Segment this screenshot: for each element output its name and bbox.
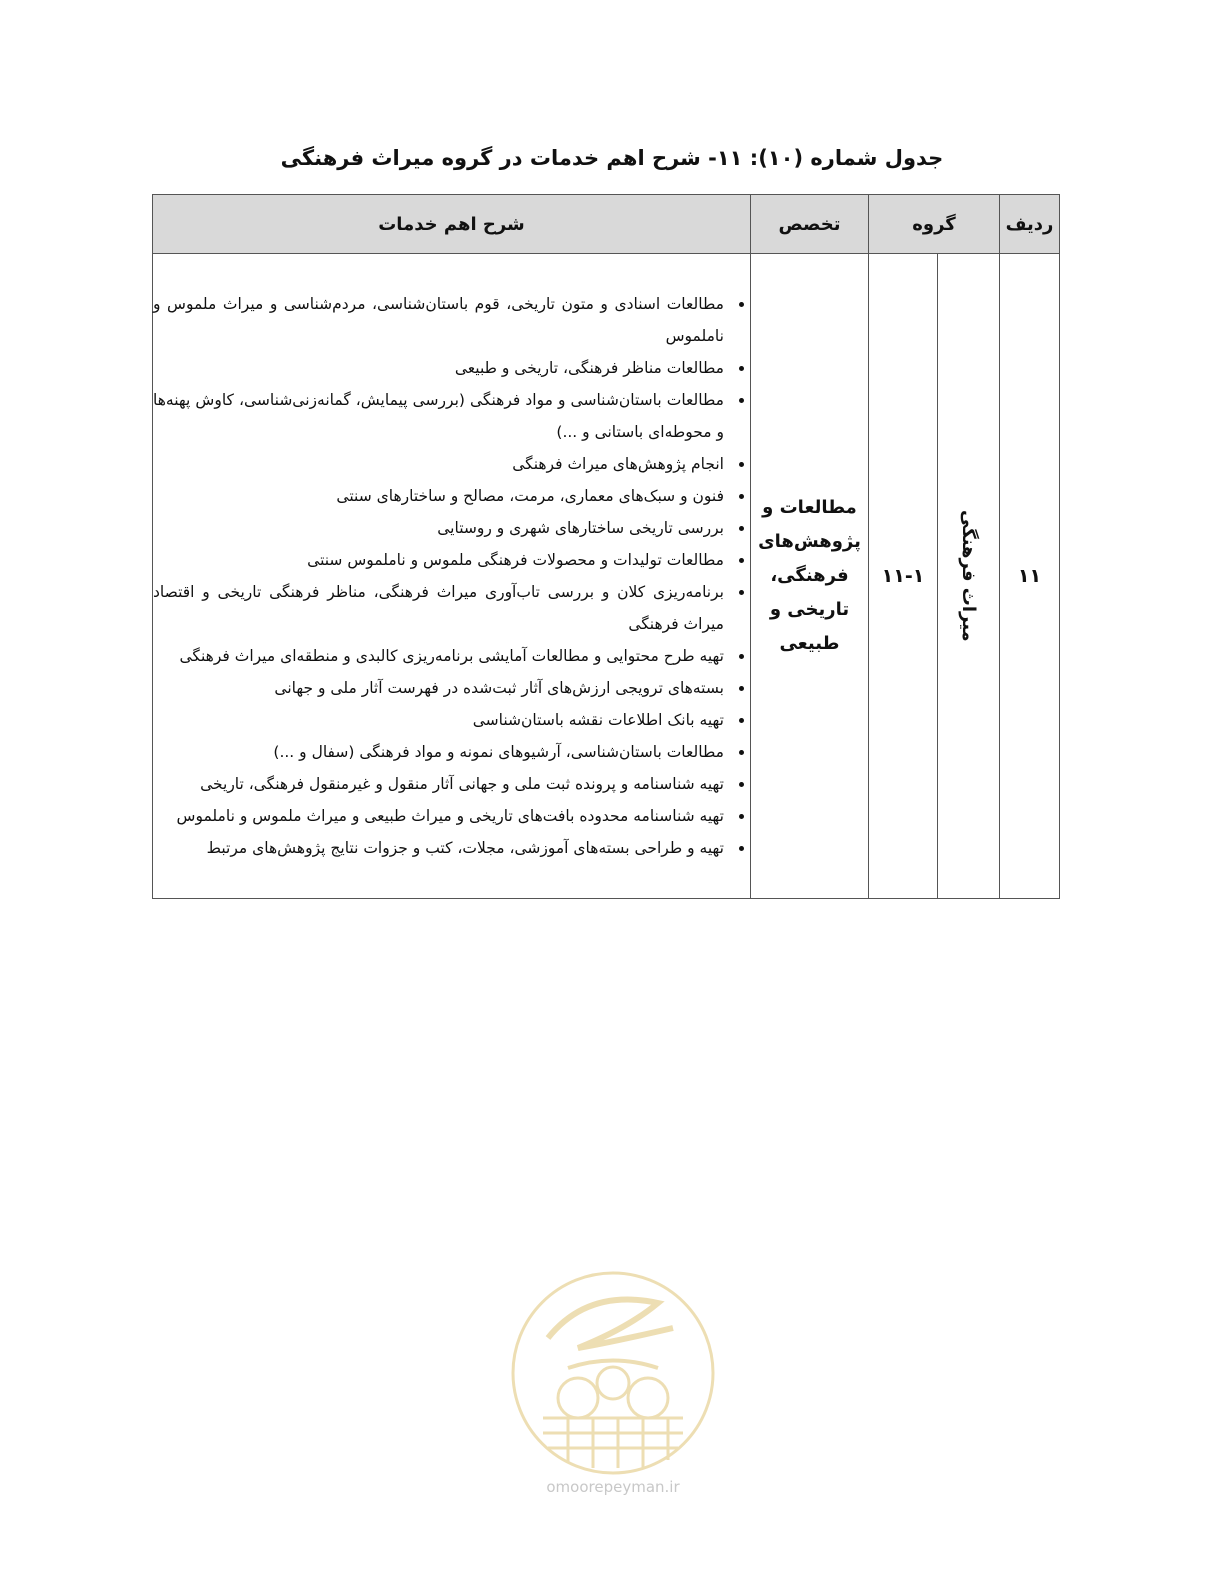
page-title: جدول شماره (۱۰): ۱۱- شرح اهم خدمات در گروه میراث فرهنگی	[280, 146, 944, 170]
row-number: ۱۱	[1017, 565, 1042, 587]
group-code: ۱۱-۱	[881, 565, 925, 587]
list-item: • بررسی تاریخی ساختارهای شهری و روستایی	[153, 512, 728, 544]
table-header-row	[153, 195, 1060, 254]
services-cell	[153, 254, 751, 899]
list-item: • مطالعات تولیدات و محصولات فرهنگی ملموس و ناملموس سنتی	[153, 544, 728, 576]
specialty-cell	[750, 254, 868, 899]
list-item: • تهیه شناسنامه محدوده بافت‌های تاریخی و میراث طبیعی و میراث ملموس و ناملموس	[153, 800, 728, 832]
list-item: • تهیه بانک اطلاعات نقشه باستان‌شناسی	[153, 704, 728, 736]
list-item: • مطالعات اسنادی و متون تاریخی، قوم باستان‌شناسی، مردم‌شناسی و میراث ملموس و ناملموس	[153, 288, 728, 352]
list-item: • تهیه طرح محتوایی و مطالعات آمایشی برنامه‌ریزی کالبدی و منطقه‌ای میراث فرهنگی	[153, 640, 728, 672]
header-services: شرح اهم خدمات	[153, 195, 751, 254]
group-name-cell	[938, 254, 1000, 899]
list-item: • تهیه شناسنامه و پرونده ثبت ملی و جهانی آثار منقول و غیرمنقول فرهنگی، تاریخی	[153, 768, 728, 800]
group-code-cell	[868, 254, 937, 899]
list-item: • انجام پژوهش‌های میراث فرهنگی	[153, 448, 728, 480]
services-list	[153, 288, 750, 864]
group-name: میراث فرهنگی	[958, 510, 979, 642]
table-row	[153, 254, 1060, 899]
watermark-logo-icon	[508, 1268, 718, 1478]
list-item: • برنامه‌ریزی کلان و بررسی تاب‌آوری میراث فرهنگی، مناظر فرهنگی تاریخی و اقتصاد میراث فرهنگی	[153, 576, 728, 640]
list-item: • فنون و سبک‌های معماری، مرمت، مصالح و ساختارهای سنتی	[153, 480, 728, 512]
list-item: • مطالعات باستان‌شناسی و مواد فرهنگی (بررسی پیمایش، گمانه‌زنی‌شناسی، کاوش پهنه‌ها و محوطه‌ای باستانی و ...)	[153, 384, 728, 448]
list-item: • مطالعات مناظر فرهنگی، تاریخی و طبیعی	[153, 352, 728, 384]
watermark-url: omoorepeyman.ir	[546, 1478, 680, 1496]
list-item: • مطالعات باستان‌شناسی، آرشیوهای نمونه و مواد فرهنگی (سفال و ...)	[153, 736, 728, 768]
header-group: گروه	[868, 195, 999, 254]
specialty-label: مطالعات و پژوهش‌های فرهنگی، تاریخی و طبیعی	[758, 497, 861, 654]
header-specialty: تخصص	[750, 195, 868, 254]
header-row-number: ردیف	[1000, 195, 1060, 254]
list-item: • تهیه و طراحی بسته‌های آموزشی، مجلات، کتب و جزوات نتایج پژوهش‌های مرتبط	[153, 832, 728, 864]
row-number-cell	[1000, 254, 1060, 899]
list-item: • بسته‌های ترویجی ارزش‌های آثار ثبت‌شده در فهرست آثار ملی و جهانی	[153, 672, 728, 704]
services-table	[152, 194, 1060, 899]
